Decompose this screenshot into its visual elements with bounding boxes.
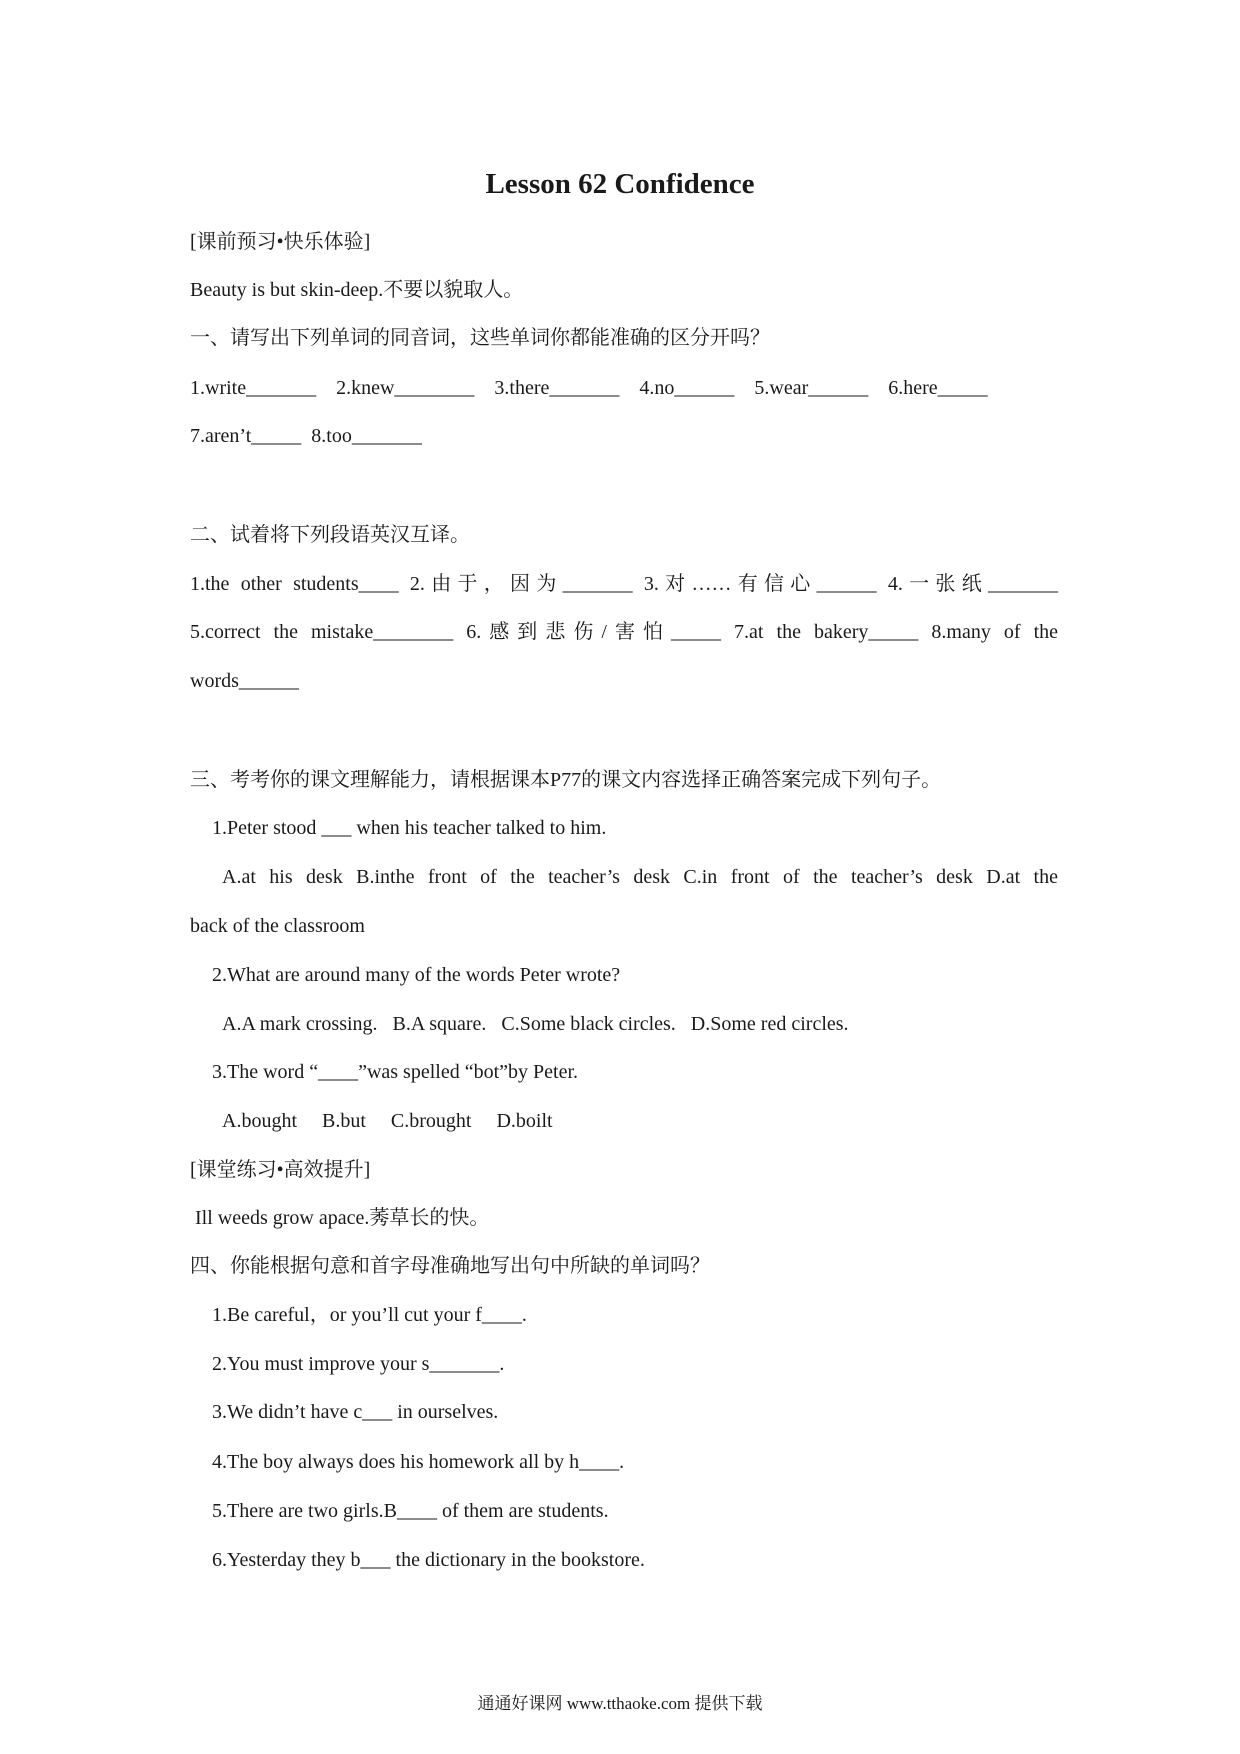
question-1-options: A.at his desk B.inthe front of the teacher’s desk C.in front of the teacher’s desk D.at the (222, 866, 1058, 888)
practice-section-header: [课堂练习•高效提升] (190, 1159, 371, 1181)
fill-item: 1.Be careful，or you’ll cut your f____. (212, 1304, 527, 1326)
section-3-heading: 三、考考你的课文理解能力，请根据课本P77的课文内容选择正确答案完成下列句子。 (190, 769, 942, 791)
page-footer: 通通好课网 www.tthaoke.com 提供下载 (477, 1694, 763, 1713)
proverb-line: Beauty is but skin-deep.不要以貌取人。 (190, 279, 524, 301)
section-1-line-1: 1.write_______ 2.knew________ 3.there_______ 4.no______ 5.wear______ 6.here_____ (190, 377, 988, 399)
fill-item: 2.You must improve your s_______. (212, 1353, 505, 1375)
proverb-line-2: Ill weeds grow apace.莠草长的快。 (190, 1207, 490, 1229)
question-3: 3.The word “____”was spelled “bot”by Peter. (212, 1061, 579, 1083)
fill-item: 5.There are two girls.B____ of them are students. (212, 1500, 609, 1522)
fill-item: 3.We didn’t have c___ in ourselves. (212, 1401, 499, 1423)
question-2: 2.What are around many of the words Peter wrote? (212, 964, 621, 986)
lesson-title: Lesson 62 Confidence (485, 168, 755, 200)
question-3-options: A.bought B.but C.brought D.boilt (222, 1110, 553, 1132)
section-2-heading: 二、试着将下列段语英汉互译。 (190, 524, 470, 546)
section-2-line-3: words______ (190, 670, 299, 692)
preview-section-header: [课前预习•快乐体验] (190, 231, 371, 253)
question-1-options-cont: back of the classroom (190, 915, 365, 937)
question-1: 1.Peter stood ___ when his teacher talked to him. (212, 817, 607, 839)
section-1-line-2: 7.aren’t_____ 8.too_______ (190, 425, 422, 447)
section-1-heading: 一、请写出下列单词的同音词，这些单词你都能准确的区分开吗？ (190, 327, 770, 349)
fill-item: 4.The boy always does his homework all by h____. (212, 1451, 625, 1473)
section-2-line-2: 5.correct the mistake________ 6.感到悲伤/害怕_____ 7.at the bakery_____ 8.many of the (190, 621, 1058, 643)
question-2-options: A.A mark crossing. B.A square. C.Some black circles. D.Some red circles. (222, 1013, 849, 1035)
section-4-heading: 四、你能根据句意和首字母准确地写出句中所缺的单词吗？ (190, 1255, 710, 1277)
fill-item: 6.Yesterday they b___ the dictionary in the bookstore. (212, 1549, 645, 1571)
section-2-line-1: 1.the other students____ 2.由于，因为_______ 3.对……有信心______ 4.一张纸_______ (190, 573, 1058, 595)
